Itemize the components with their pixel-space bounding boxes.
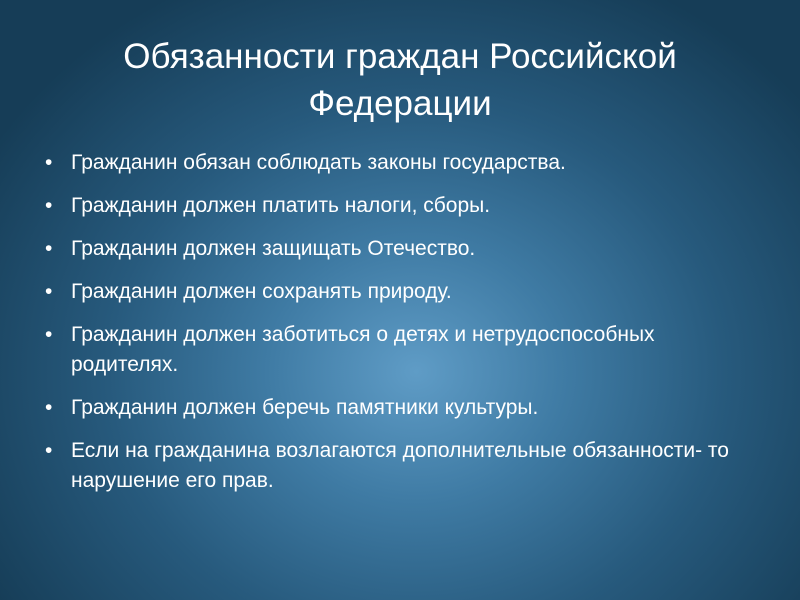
list-item: [43, 436, 743, 496]
bullet-icon: •: [45, 237, 53, 260]
bullet-icon: •: [45, 396, 53, 419]
list-item: [43, 393, 743, 423]
list-item-text: Гражданин должен платить налоги, сборы.: [71, 194, 491, 217]
bullet-icon: •: [45, 151, 53, 174]
bullet-icon: •: [45, 194, 53, 217]
bullet-list: [43, 148, 743, 509]
list-item: [43, 191, 743, 221]
slide-title: Обязанности граждан Российской Федерации: [123, 37, 677, 123]
list-item-text: Гражданин должен заботиться о детях и нетрудоспособных родителях.: [71, 323, 655, 376]
list-item-text: Если на гражданина возлагаются дополнительные обязанности- то нарушение его прав.: [71, 439, 729, 492]
list-item-text: Гражданин должен сохранять природу.: [71, 280, 452, 303]
bullet-icon: •: [45, 439, 53, 462]
list-item-text: Гражданин должен защищать Отечество.: [71, 237, 476, 260]
list-item: [43, 320, 743, 380]
list-item: [43, 234, 743, 264]
list-item-text: Гражданин обязан соблюдать законы государства.: [71, 151, 566, 174]
bullet-icon: •: [45, 280, 53, 303]
list-item: [43, 148, 743, 178]
bullet-icon: •: [45, 323, 53, 346]
list-item: [43, 277, 743, 307]
list-item-text: Гражданин должен беречь памятники культуры.: [71, 396, 539, 419]
